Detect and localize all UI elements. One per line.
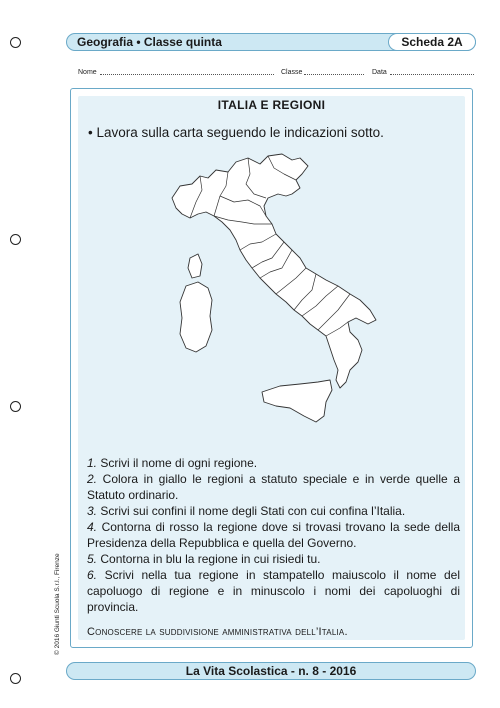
task-item: 5. Contorna in blu la regione in cui risiedi tu.	[87, 552, 321, 566]
task-item: 3. Scrivi sui confini il nome degli Stati con cui confina l’Italia.	[87, 504, 406, 518]
binder-hole-1	[10, 37, 21, 48]
binder-hole-2	[10, 234, 21, 245]
main-instruction: • Lavora sulla carta seguendo le indicazioni sotto.	[88, 125, 384, 140]
task-item: 4. Contorna di rosso la regione dove si trovasi trovano la sede della Presidenza della Repubblica e quella del Governo.	[87, 520, 460, 550]
class-field[interactable]	[304, 74, 364, 75]
subject-label: Geografia • Classe quinta	[77, 35, 222, 49]
task-item: 6. Scrivi nella tua regione in stampatello maiuscolo il nome del capoluogo di regione e in minuscolo i nomi dei capoluoghi di provincia.	[87, 568, 460, 614]
italy-regions-map[interactable]	[150, 150, 390, 438]
date-field[interactable]	[390, 74, 474, 75]
corsica	[188, 254, 202, 278]
binder-hole-4	[10, 673, 21, 684]
name-field[interactable]	[100, 74, 274, 75]
copyright-note: © 2016 Giunti Scuola S.r.l., Firenze	[54, 553, 61, 655]
learning-goal: Conoscere la suddivisione amministrativa dell’Italia.	[87, 626, 348, 638]
footer-bar: La Vita Scolastica - n. 8 - 2016	[66, 662, 476, 680]
sheet-label: Scheda 2A	[388, 33, 476, 51]
date-label: Data	[372, 69, 387, 76]
binder-hole-3	[10, 401, 21, 412]
task-item: 2. Colora in giallo le regioni a statuto speciale e in verde quelle a Statuto ordinario.	[87, 472, 460, 502]
class-label: Classe	[281, 69, 303, 76]
sicily	[262, 380, 332, 422]
sardinia	[180, 282, 212, 352]
worksheet-title: ITALIA E REGIONI	[217, 98, 326, 112]
name-label: Nome	[78, 69, 97, 76]
task-list	[87, 455, 460, 615]
header-bar	[66, 33, 476, 51]
task-item: 1. Scrivi il nome di ogni regione.	[87, 456, 258, 470]
